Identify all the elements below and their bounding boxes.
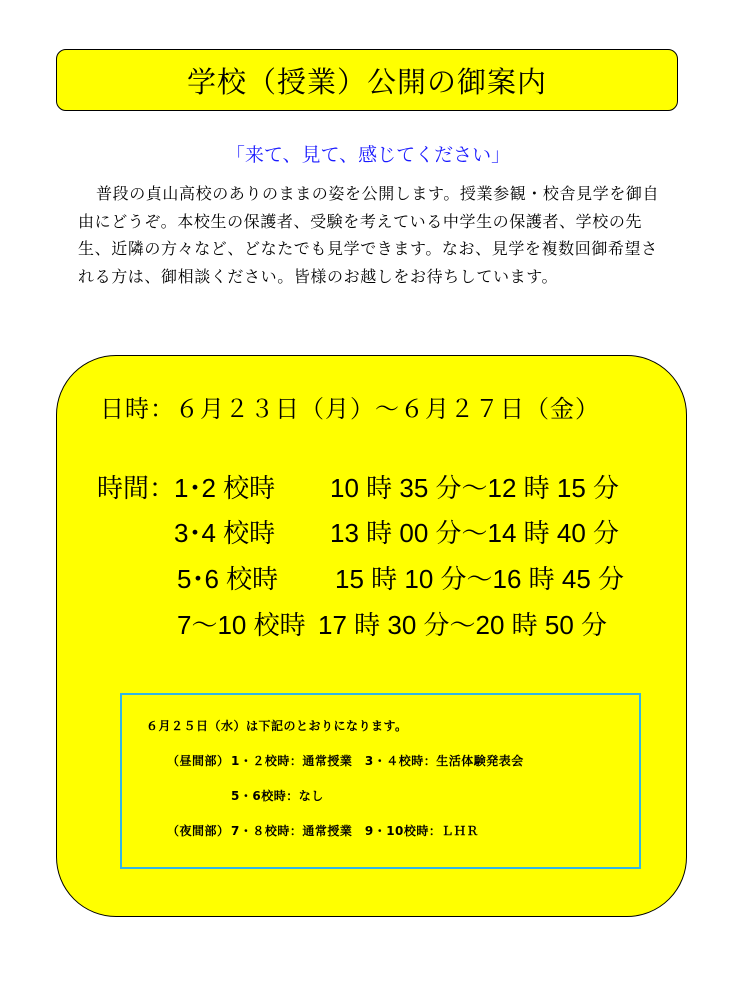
nighttime-schedule: 7・８校時：通常授業 9・10校時：ＬＨＲ xyxy=(231,824,479,838)
intro-paragraph: 普段の貞山高校のありのままの姿を公開します。授業参観・校舎見学を御自由にどうぞ。本校生の保護者、受験を考えている中学生の保護者、学校の先生、近隣の方々など、どなたでも見学できます。なお、見学を複数回御希望される方は、御相談ください。皆様のお越しをお待ちしています。 xyxy=(78,184,660,286)
daytime-schedule: 1・２校時：通常授業 3・４校時：生活体験発表会 xyxy=(231,754,524,768)
time-range: 17 時 30 分～20 時 50 分 xyxy=(318,610,608,640)
time-range: 13 時 00 分～14 時 40 分 xyxy=(330,518,620,548)
schedule-box xyxy=(56,355,687,917)
period: 1･2 校時 xyxy=(174,473,276,503)
period: 7～10 校時 xyxy=(177,610,306,640)
date-range: 日時：６月２３日（月）～６月２７日（金） xyxy=(100,395,600,423)
special-day-note xyxy=(120,693,641,869)
nighttime-label: （夜間部） xyxy=(167,824,230,838)
time-label: 時間： xyxy=(97,473,176,503)
note-heading: ６月２５日（水）は下記のとおりになります。 xyxy=(146,719,408,733)
period: 5･6 校時 xyxy=(177,564,279,594)
subtitle: 「来て、見て、感じてください」 xyxy=(225,144,511,166)
time-range: 10 時 35 分～12 時 15 分 xyxy=(330,473,620,503)
time-range: 15 時 10 分～16 時 45 分 xyxy=(335,564,625,594)
page-title: 学校（授業）公開の御案内 xyxy=(56,49,678,111)
daytime-label: （昼間部） xyxy=(167,754,230,768)
daytime-schedule-2: 5・6校時：なし xyxy=(231,789,324,803)
period: 3･4 校時 xyxy=(174,518,276,548)
